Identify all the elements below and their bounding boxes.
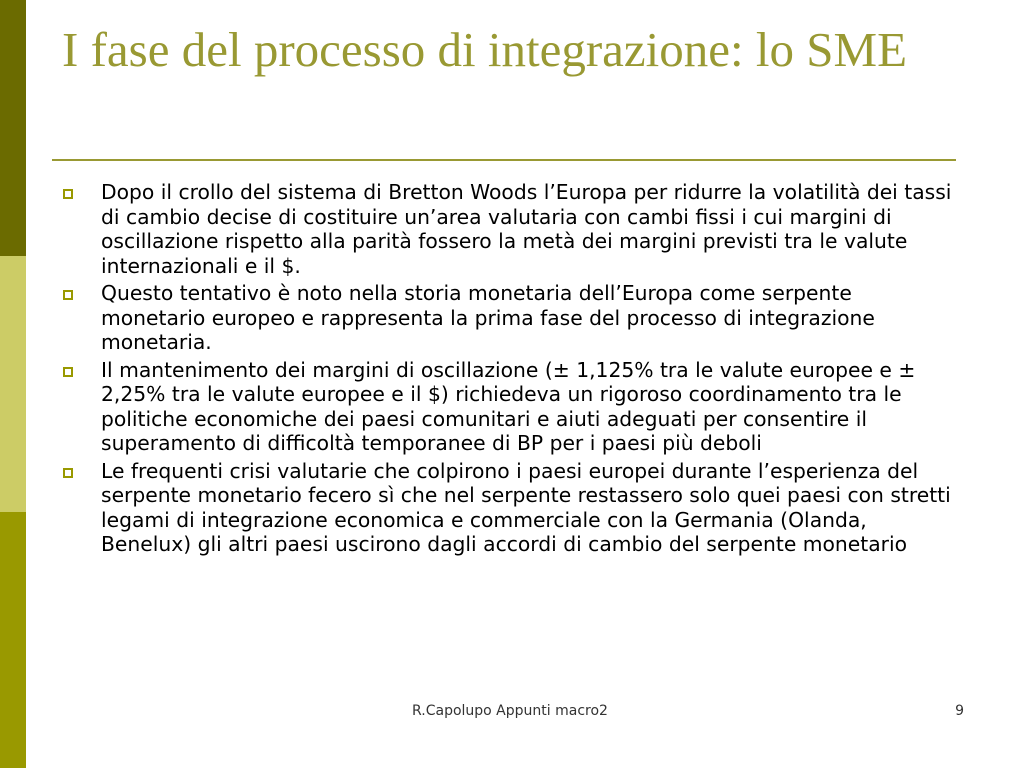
- square-bullet-icon: [63, 468, 73, 478]
- square-bullet-icon: [63, 367, 73, 377]
- title-divider: [52, 159, 956, 161]
- side-bar-light: [0, 256, 26, 512]
- bullet-item: [62, 180, 962, 278]
- side-bar-dark: [0, 0, 26, 256]
- slide-footer: R.Capolupo Appunti macro2: [412, 703, 608, 719]
- slide-title: I fase del processo di integrazione: lo SME: [62, 22, 908, 77]
- bullet-text: Il mantenimento dei margini di oscillazione (± 1,125% tra le valute europee e ± 2,25% tra le valute europee e il $) richiedeva un rigoroso coordinamento tra le politiche economiche dei paesi comunitari e aiuti adeguati per consentire il superamento di difficoltà temporanee di BP per i paesi più deboli: [101, 357, 916, 455]
- bullet-item: [62, 459, 962, 557]
- page-number: 9: [955, 703, 964, 719]
- square-bullet-icon: [63, 189, 73, 199]
- bullet-text: Le frequenti crisi valutarie che colpirono i paesi europei durante l’esperienza del serpente monetario fecero sì che nel serpente restassero solo quei paesi con stretti legami di integrazione economica e commerciale con la Germania (Olanda, Benelux) gli altri paesi uscirono dagli accordi di cambio del serpente monetario: [101, 458, 951, 556]
- bullet-text: Questo tentativo è noto nella storia monetaria dell’Europa come serpente monetario europeo e rappresenta la prima fase del processo di integrazione monetaria.: [101, 281, 875, 354]
- side-bar-medium: [0, 512, 26, 768]
- square-bullet-icon: [63, 290, 73, 300]
- bullet-list: [62, 180, 962, 560]
- bullet-text: Dopo il crollo del sistema di Bretton Woods l’Europa per ridurre la volatilità dei tassi di cambio decise di costituire un’area valutaria con cambi fissi i cui margini di oscillazione rispetto alla parità fossero la metà dei margini previsti tra le valute internazionali e il $.: [101, 180, 952, 278]
- bullet-item: [62, 281, 962, 355]
- bullet-item: [62, 358, 962, 456]
